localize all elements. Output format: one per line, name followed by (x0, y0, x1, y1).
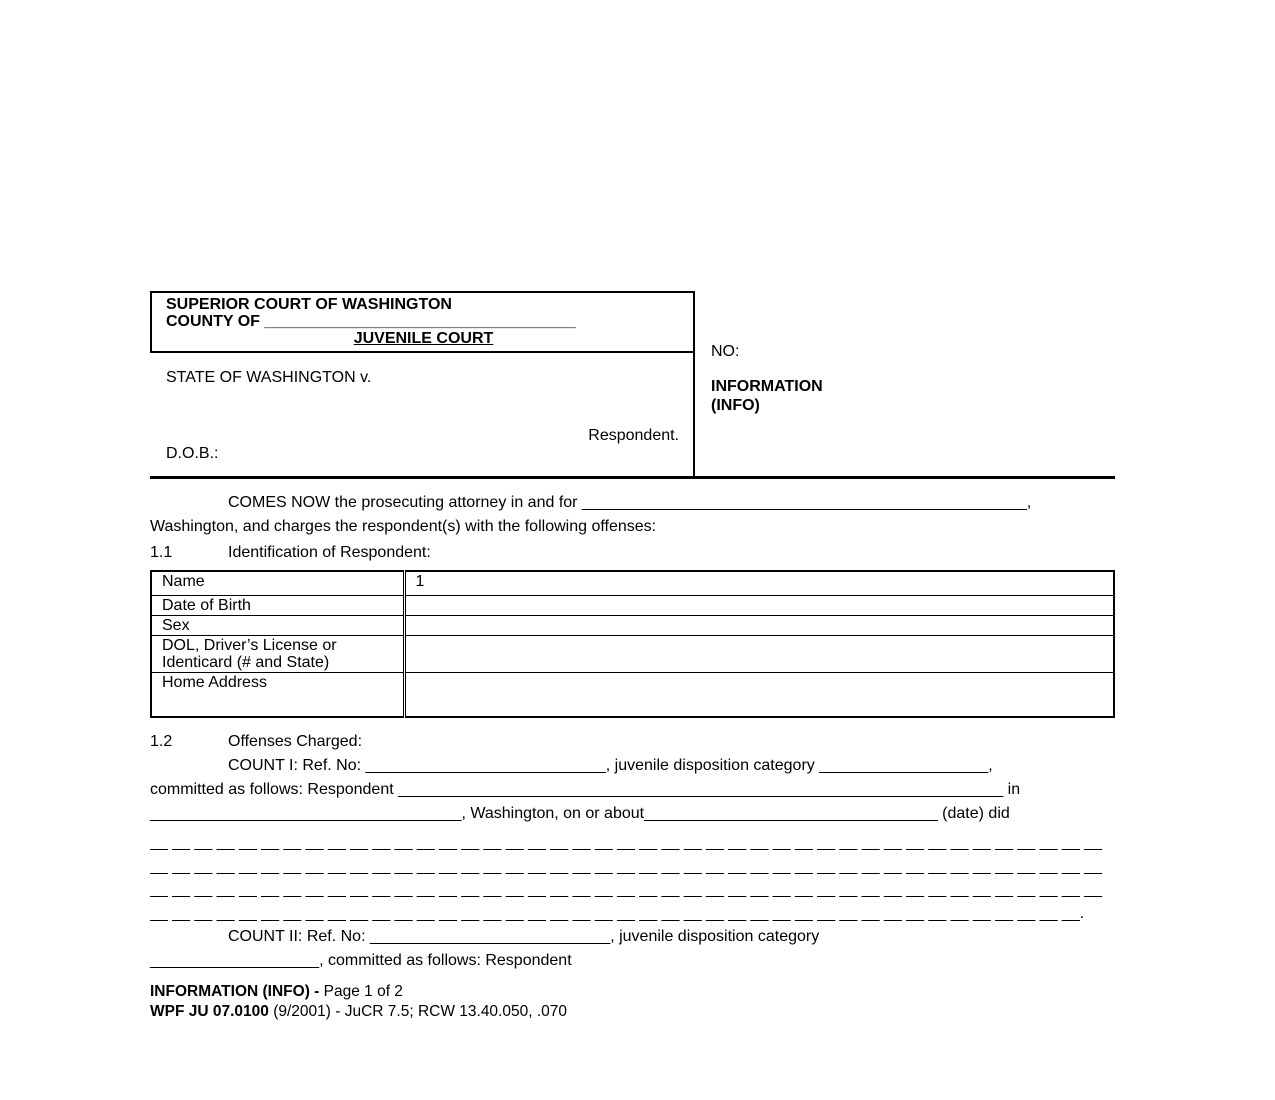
county-of-line: COUNTY OF ___________________________________ (166, 313, 576, 330)
section-1-2-heading (150, 730, 1115, 754)
court-title-box (150, 291, 693, 353)
table-row-drivers-license (151, 635, 1114, 672)
count-2-line-1: COUNT II: Ref. No: ___________________________, juvenile disposition category (228, 928, 820, 945)
blank-write-in-line: __ __ __ __ __ __ __ __ __ __ __ __ __ __ __ __ __ __ __ __ __ __ __ __ __ __ __ __ __ __ __ __ __ __ __ __ __ __ __ __ __ __ __ (150, 857, 1102, 875)
caption-right-column (695, 291, 1115, 476)
row-label-home-address: Home Address (151, 672, 404, 717)
document-footer (150, 982, 1115, 1022)
footer-doc-title: INFORMATION (INFO) - (150, 983, 320, 1000)
blank-write-in-line: __ __ __ __ __ __ __ __ __ __ __ __ __ __ __ __ __ __ __ __ __ __ __ __ __ __ __ __ __ __ __ __ __ __ __ __ __ __ __ __ __ __ __ (150, 834, 1102, 851)
row-value-home-address (404, 672, 1114, 717)
offense-description-blanks (150, 831, 1115, 925)
footer-form-number: WPF JU 07.0100 (150, 1003, 269, 1020)
table-row-name (151, 571, 1114, 595)
section-1-1-heading (150, 541, 1115, 565)
footer-form-citation: (9/2001) - JuCR 7.5; RCW 13.40.050, .070 (268, 1003, 568, 1020)
footer-title-line (150, 982, 1115, 1002)
row-value-drivers-license (404, 635, 1114, 672)
blank-write-in-line: __ __ __ __ __ __ __ __ __ __ __ __ __ __ __ __ __ __ __ __ __ __ __ __ __ __ __ __ __ __ __ __ __ __ __ __ __ __ __ __ __ __. (150, 904, 1085, 922)
row-value-date-of-birth (404, 595, 1114, 615)
document-title: INFORMATION (711, 378, 823, 395)
intro-line-2: Washington, and charges the respondent(s) with the following offenses: (150, 518, 657, 535)
section-1-1-number: 1.1 (150, 544, 173, 561)
document-content (150, 291, 1115, 1022)
table-row-home-address (151, 672, 1114, 717)
count-1-line-2: committed as follows: Respondent ____________________________________________________________________ in (150, 781, 1021, 798)
section-1-2-number: 1.2 (150, 733, 173, 750)
count-1-line-3: ___________________________________, Washington, on or about_________________________________ (date) did (150, 805, 1010, 822)
row-value-sex (404, 615, 1114, 635)
juvenile-court-label: JUVENILE COURT (353, 330, 494, 347)
case-number-label: NO: (711, 343, 740, 360)
row-label-name: Name (151, 571, 404, 595)
blank-write-in-line: __ __ __ __ __ __ __ __ __ __ __ __ __ __ __ __ __ __ __ __ __ __ __ __ __ __ __ __ __ __ __ __ __ __ __ __ __ __ __ __ __ __ __ (150, 881, 1102, 898)
respondent-label: Respondent. (588, 427, 679, 444)
section-1-2-title: Offenses Charged: (228, 733, 363, 750)
document-title-block (711, 377, 1115, 415)
table-row-sex (151, 615, 1114, 635)
row-label-sex: Sex (151, 615, 404, 635)
row-label-date-of-birth: Date of Birth (151, 595, 404, 615)
caption-left-column (150, 291, 695, 476)
footer-form-line (150, 1002, 1115, 1022)
court-name: SUPERIOR COURT OF WASHINGTON (166, 296, 452, 313)
count-2-line-2: ___________________, committed as follows: Respondent (150, 952, 572, 969)
table-row-date-of-birth (151, 595, 1114, 615)
section-1-1-title: Identification of Respondent: (228, 544, 431, 561)
case-caption-header (150, 291, 1115, 479)
document-title-abbreviation: (INFO) (711, 397, 760, 414)
respondent-identification-table (150, 570, 1115, 718)
row-label-drivers-license: DOL, Driver’s License or Identicard (# and State) (151, 635, 404, 672)
count-1-line-1: COUNT I: Ref. No: ___________________________, juvenile disposition category ___________________, (228, 757, 993, 774)
plaintiff-label: STATE OF WASHINGTON v. (166, 369, 372, 386)
dob-label: D.O.B.: (166, 445, 219, 462)
row-value-name: 1 (404, 571, 1114, 595)
footer-page-number: Page 1 of 2 (319, 983, 403, 1000)
intro-line-1: COMES NOW the prosecuting attorney in and for __________________________________________________, (228, 494, 1032, 511)
